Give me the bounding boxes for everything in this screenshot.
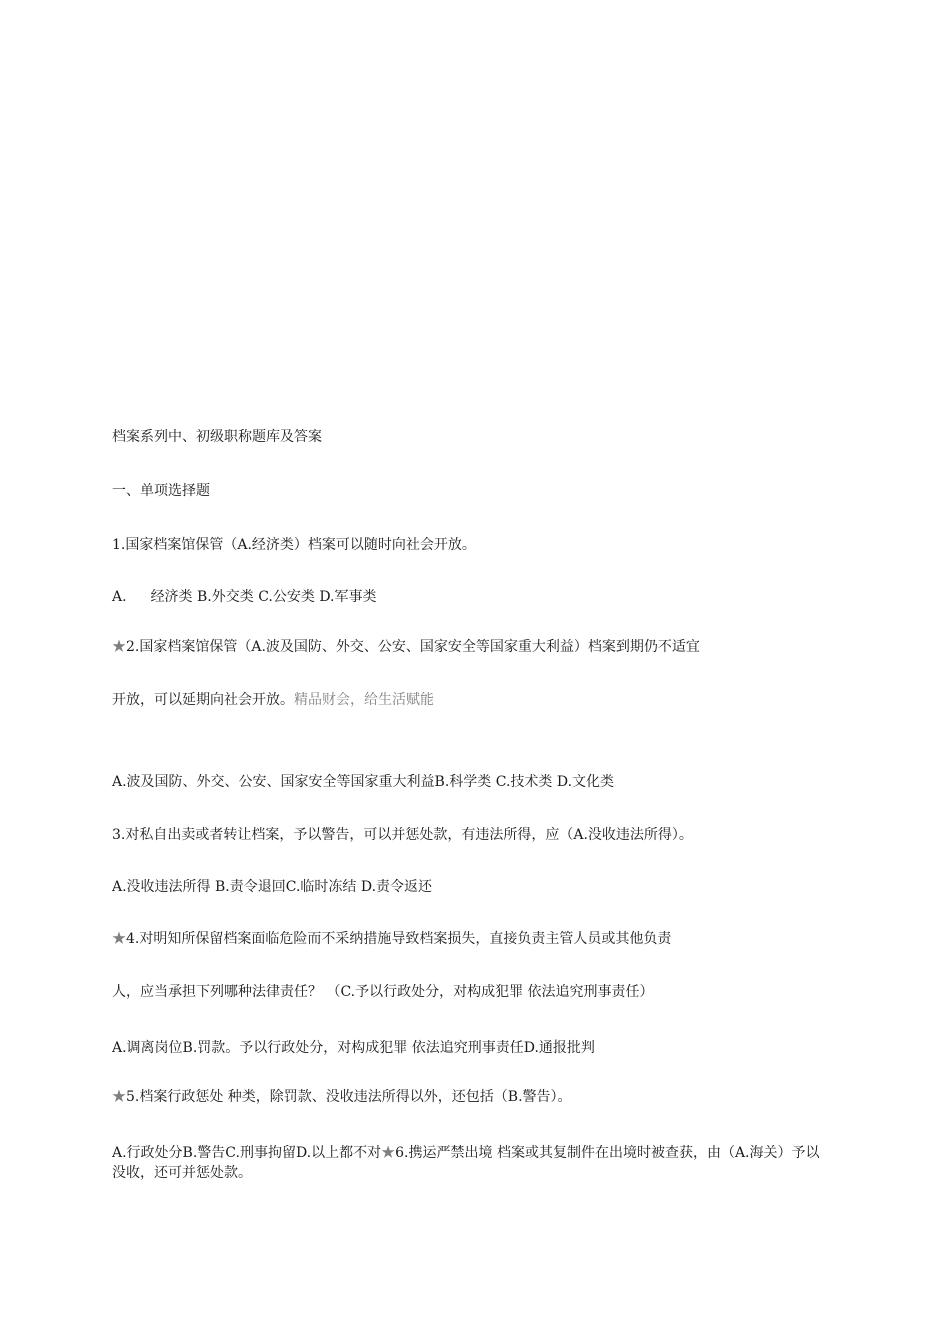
question-2-text-1: 2.国家档案馆保管（A.波及国防、外交、公安、国家安全等国家重大利益）档案到期仍不适宜: [126, 639, 700, 655]
watermark-text: 精品财会，给生活赋能: [294, 692, 434, 708]
star-icon: ★: [112, 931, 126, 947]
question-1-options-prefix: A.: [112, 589, 127, 605]
section-heading: 一、单项选择题: [112, 483, 210, 499]
question-6-text: 6.携运严禁出境 档案或其复制件在出境时被查获，由（A.海关）予以没收，还可并惩处款。: [112, 1145, 820, 1181]
star-icon: ★: [381, 1145, 396, 1161]
question-4-text-1: 4.对明知所保留档案面临危险而不采纳措施导致档案损失，直接负责主管人员或其他负责: [126, 931, 672, 947]
question-5-options: A.行政处分B.警告C.刑事拘留D.以上都不对: [112, 1145, 382, 1161]
star-icon: ★: [112, 639, 126, 655]
question-5-text: 5.档案行政惩处 种类，除罚款、没收违法所得以外，还包括（B.警告）。: [126, 1089, 572, 1105]
question-4-line-1: [112, 929, 671, 949]
question-3-options: A.没收违法所得 B.责令退回C.临时冻结 D.责令返还: [112, 879, 433, 895]
question-1: 1.国家档案馆保管（A.经济类）档案可以随时向社会开放。: [112, 537, 476, 553]
question-2-line-1: [112, 637, 700, 657]
question-2-text-2: 开放，可以延期向社会开放。: [112, 692, 294, 708]
question-2-options: A.波及国防、外交、公安、国家安全等国家重大利益B.科学类 C.技术类 D.文化类: [112, 774, 615, 790]
question-4-options: A.调离岗位B.罚款。予以行政处分，对构成犯罪 依法追究刑事责任D.通报批判: [112, 1040, 595, 1056]
question-4-line-2: 人，应当承担下列哪种法律责任？ （C.予以行政处分，对构成犯罪 依法追究刑事责任）: [112, 984, 654, 1000]
question-1-options-rest: 经济类 B.外交类 C.公安类 D.军事类: [150, 589, 377, 605]
star-icon: ★: [112, 1089, 126, 1105]
question-1-options: [112, 587, 377, 607]
question-5-options-and-question-6: [112, 1143, 832, 1183]
question-3: 3.对私自出卖或者转让档案，予以警告，可以并惩处款，有违法所得，应（A.没收违法所得）。: [112, 827, 693, 843]
question-5: [112, 1087, 572, 1107]
document-title: 档案系列中、初级职称题库及答案: [112, 429, 322, 445]
question-2-line-2: [112, 690, 434, 710]
